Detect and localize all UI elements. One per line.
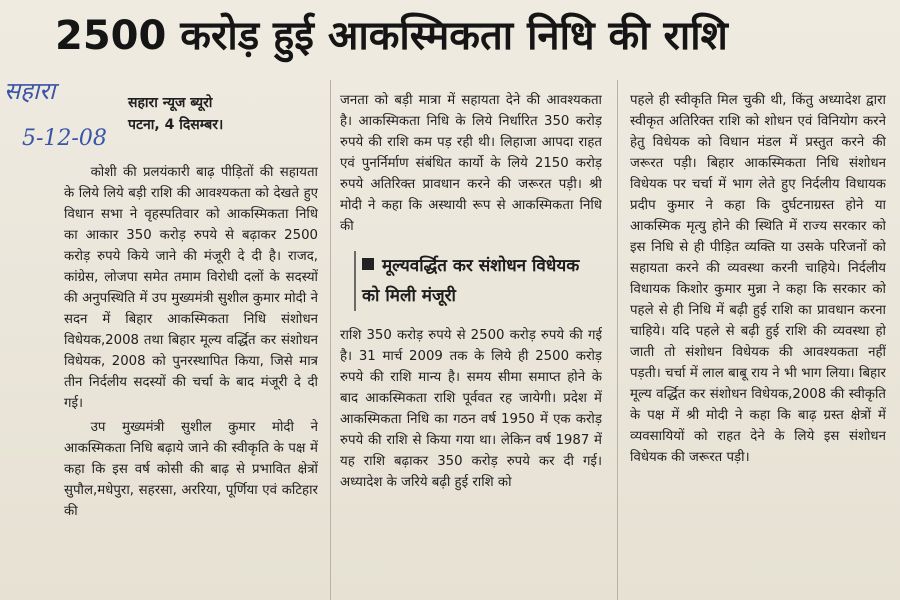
subheading — [354, 251, 602, 311]
byline — [128, 92, 223, 136]
article-column-1 — [64, 162, 318, 598]
byline-dateline: पटना, 4 दिसम्बर। — [128, 117, 224, 133]
handwritten-paper-name: सहारा — [4, 77, 56, 105]
paragraph: उप मुख्यमंत्री सुशील कुमार मोदी ने आकस्मिकता निधि बढ़ाये जाने की स्वीकृति के पक्ष में कहा कि इस वर्ष कोसी की बाढ़ से प्रभावित क्षेत्रों सुपौल,मधेपुरा, सहरसा, अररिया, पूर्णिया एवं कटिहार की — [64, 420, 318, 519]
subheading-text: मूल्यवर्द्धित कर संशोधन विधेयक को मिली मंजूरी — [362, 256, 580, 306]
paragraph: राशि 350 करोड़ रुपये से 2500 करोड़ रुपये की गई है। 31 मार्च 2009 तक के लिये ही 2500 करोड़ रुपये की राशि मान्य है। समय सीमा समाप्त होने के बाद आकस्मिकता राशि पूर्ववत रह जायेगी। प्रदेश में आकस्मिकता निधि का गठन वर्ष 1950 में एक करोड़ रुपये की राशि से किया गया था। लेकिन वर्ष 1987 में यह राशि बढ़ाकर 350 करोड़ रुपये कर दी गई। अध्यादेश के जरिये बढ़ी हुई राशि को — [340, 328, 602, 490]
headline: 2500 करोड़ हुई आकस्मिकता निधि की राशि — [55, 13, 728, 59]
column-divider — [617, 80, 618, 600]
byline-agency: सहारा न्यूज ब्यूरो — [128, 95, 213, 111]
article-column-2 — [340, 90, 602, 600]
column-divider — [330, 80, 331, 600]
paragraph: जनता को बड़ी मात्रा में सहायता देने की आवश्यकता है। आकस्मिकता निधि के लिये निर्धारित 350 करोड़ रुपये की राशि कम पड़ रही थी। लिहाजा आपदा राहत एवं पुनर्निर्माण संबंधित कार्यो के लिये 2150 करोड़ रुपये अतिरिक्त प्रावधान करने की जरूरत पड़ी। श्री मोदी ने कहा कि अस्थायी रूप से आकस्मिकता निधि की — [340, 93, 602, 234]
handwritten-date: 5-12-08 — [22, 126, 107, 151]
square-bullet-icon — [362, 258, 374, 270]
paragraph: कोशी की प्रलयंकारी बाढ़ पीड़ितों की सहायता के लिये लिये बड़ी राशि की आवश्यकता को देखते हुए विधान सभा ने वृहस्पतिवार को आकस्मिकता निधि का आकार 350 करोड़ रुपये से बढ़ाकर 2500 करोड़ रुपये किये जाने की मंजूरी दे दी है। राजद, कांग्रेस, लोजपा समेत तमाम विरोधी दलों के सदस्यों की अनुपस्थिति में उप मुख्यमंत्री सुशील कुमार मोदी ने सदन में बिहार आकस्मिकता निधि संशोधन विधेयक,2008 तथा बिहार मूल्य वर्द्धित कर संशोधन विधेयक, 2008 को पुनरस्थापित किया, जिसे मात्र तीन निर्दलीय सदस्यों की चर्चा के बाद मंजूरी दे दी गई। — [64, 165, 318, 411]
article-column-3 — [630, 90, 886, 600]
paragraph: पहले ही स्वीकृति मिल चुकी थी, किंतु अध्यादेश द्वारा स्वीकृत अतिरिक्त राशि को शोधन एवं विनियोग करने हेतु विधेयक को विधान मंडल में प्रस्तुत करने की जरूरत पड़ी। बिहार आकस्मिकता निधि संशोधन विधेयक पर चर्चा में भाग लेते हुए निर्दलीय विधायक प्रदीप कुमार ने कहा कि दुर्घटनाग्रस्त होने या आकस्मिक मृत्यु होने की स्थिति में राज्य सरकार को इस निधि से ही पीड़ित व्यक्ति या उसके परिजनों को सहायता करने की व्यवस्था करनी चाहिये। निर्दलीय विधायक किशोर कुमार मुन्ना ने कहा कि सरकार को पहले से ही निधि में बढ़ी हुई राशि का प्रावधान करना चाहिये। यदि पहले से बढ़ी हुई राशि की व्यवस्था हो जाती तो संशोधन विधेयक की आवश्यकता नहीं पड़ती। चर्चा में लाल बाबू राय ने भी भाग लिया। बिहार मूल्य वर्द्धित कर संशोधन विधेयक,2008 की स्वीकृति के पक्ष में श्री मोदी ने कहा कि बाढ़ ग्रस्त क्षेत्रों में व्यवसायियों को राहत देने के लिये इस संशोधन विधेयक की जरूरत पड़ी। — [630, 93, 886, 465]
